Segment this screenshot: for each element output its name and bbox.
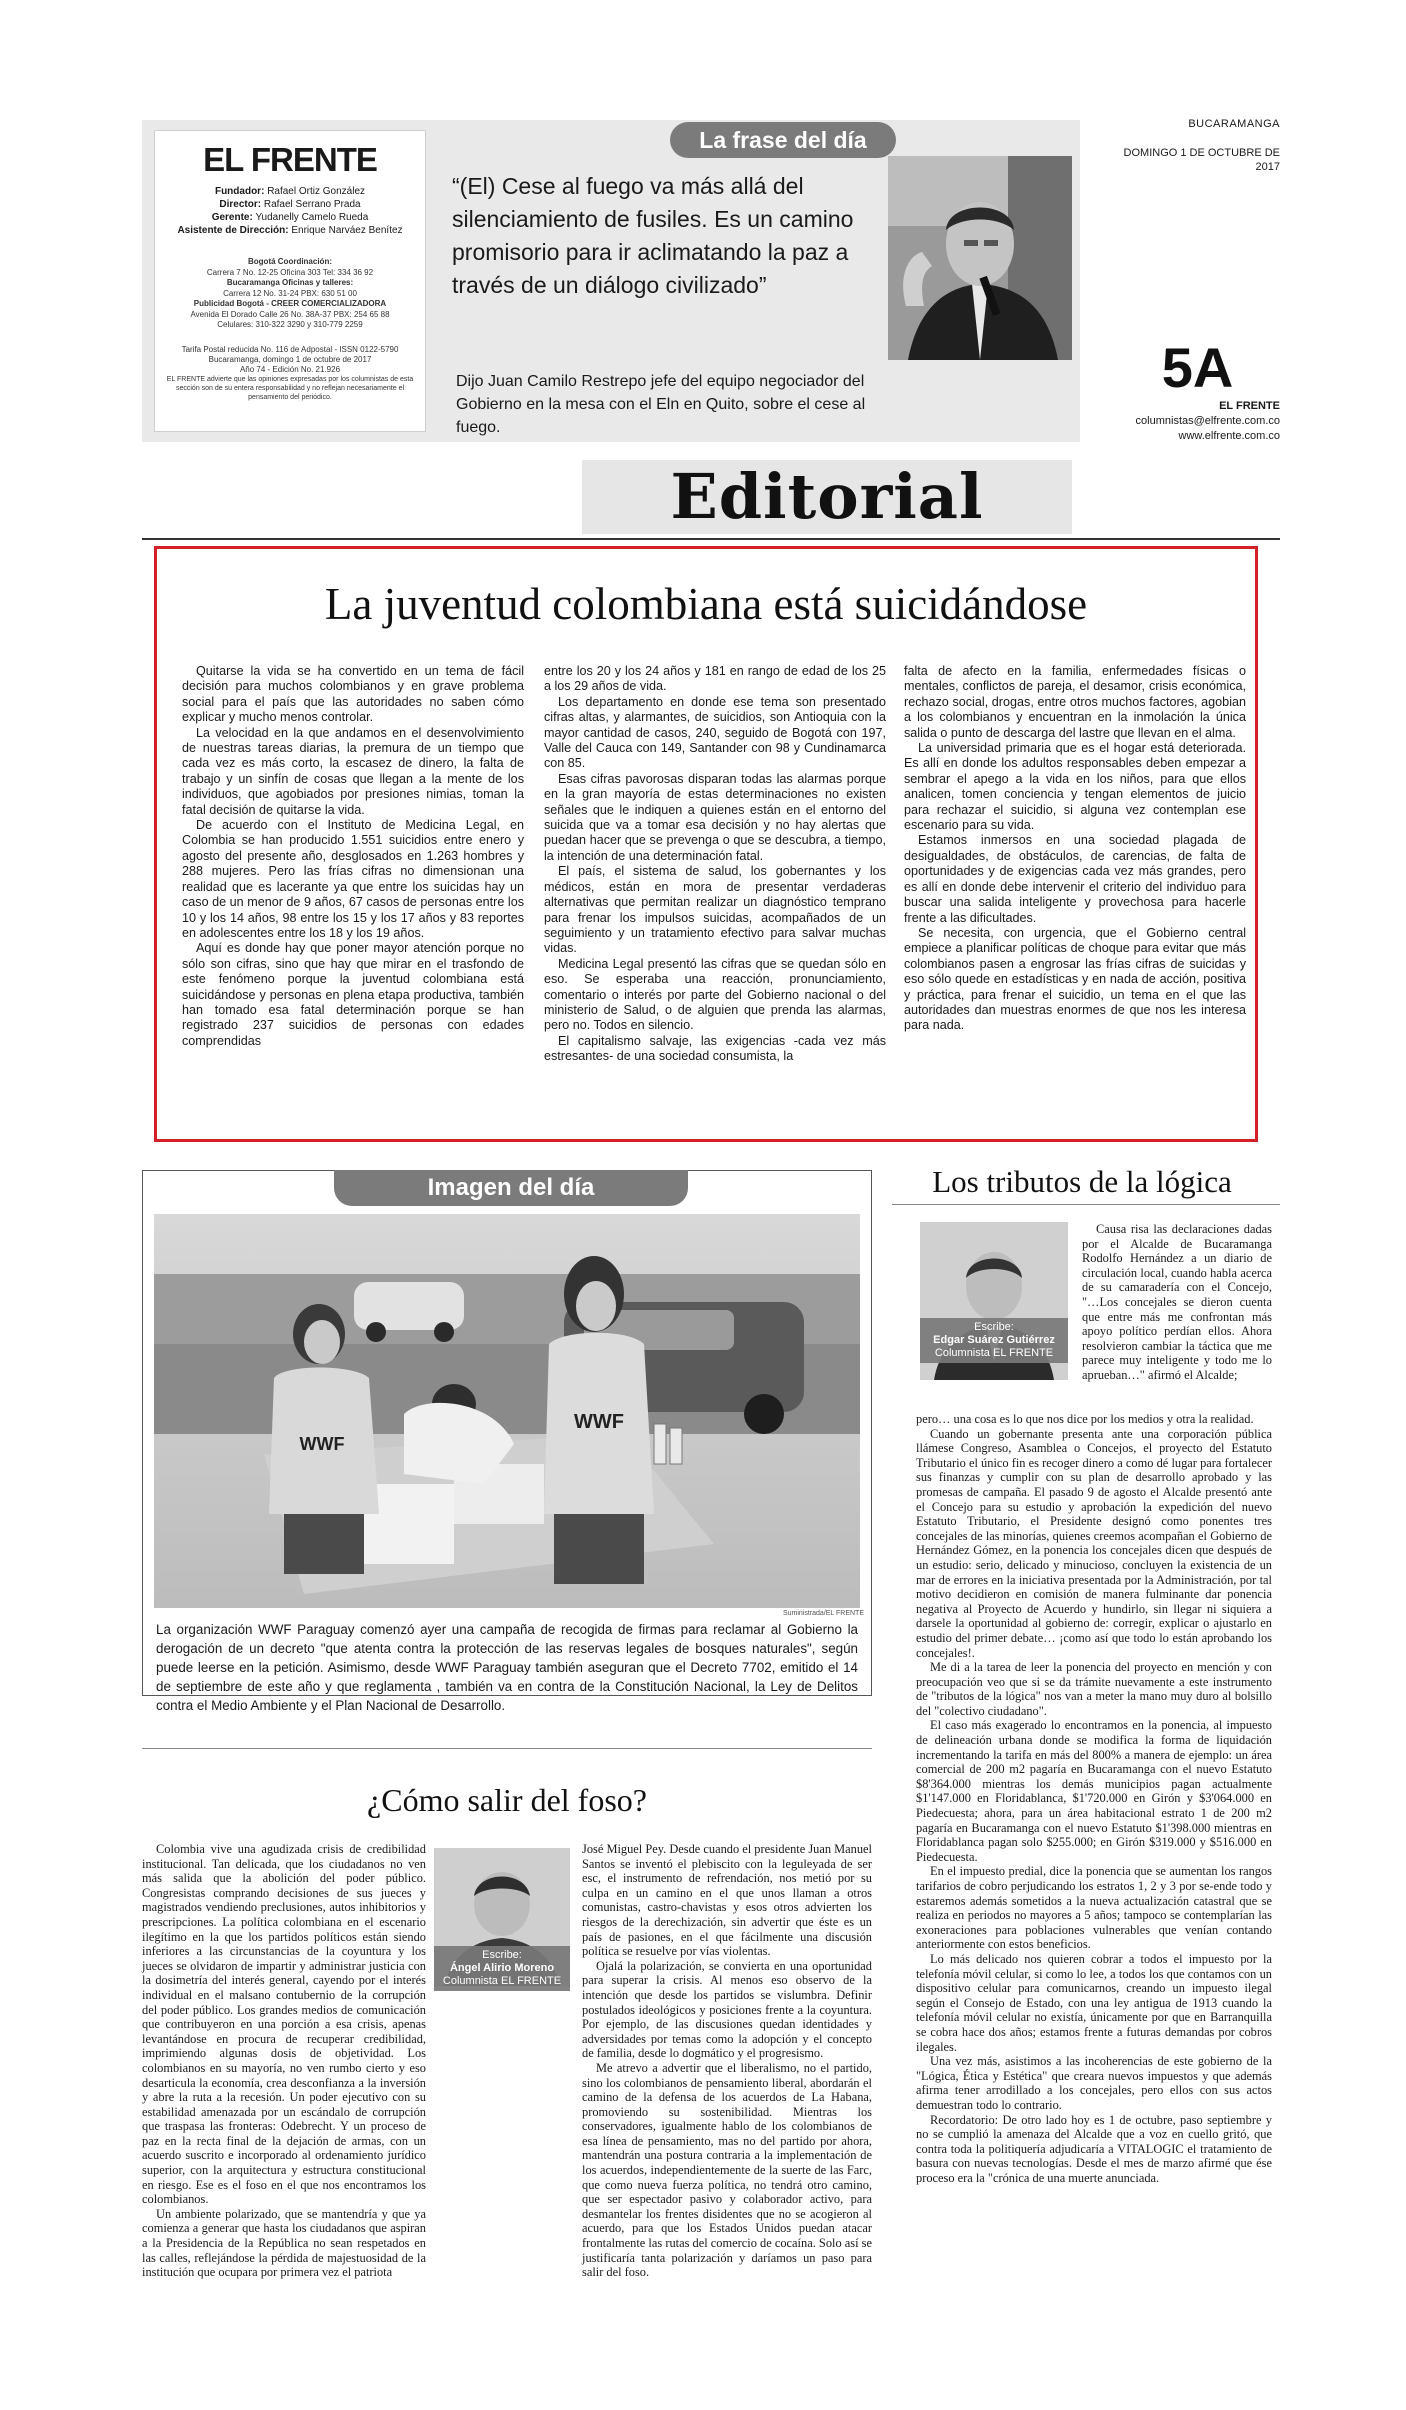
paragraph: pero… una cosa es lo que nos dice por los medios y otra la realidad. [916, 1412, 1254, 1426]
paragraph: Aquí es donde hay que poner mayor atención porque no sólo son cifras, sino que hay que mirar en el trasfondo de este fenómeno porque la juventud colombiana está suicidándose y personas en plena etapa productiva, también han tomado esa fatal determinación porque se han registrado 237 suicidios de personas con edades comprendidas [182, 941, 524, 1048]
quote-text: “(El) Cese al fuego va más allá del silenciamiento de fusiles. Es un camino promisorio para ir aclimatando la paz a través de un diálogo civilizado” [452, 173, 854, 298]
paragraph: Me di a la tarea de leer la ponencia del proyecto en mención y con preocupación veo que si se da trámite nuevamente a este instrumento de "tributos de la lógica" nos van a meter la mano muy duro al bolsillo del "colectivo ciudadano". [916, 1660, 1272, 1718]
author-label: Escribe: Edgar Suárez Gutiérrez Columnista EL FRENTE [920, 1318, 1068, 1363]
issue-date: DOMINGO 1 DE OCTUBRE DE 2017 [1123, 147, 1280, 173]
paragraph: En el impuesto predial, dice la ponencia que se aumentan los rangos tarifarios de cobro perjudicando los estratos 1, 2 y 3 por se-ende todo y estaremos además sometidos a la nueva actualización catastral que se realiza en periodos no mayores a 5 años; tampoco se contemplarían las exoneraciones para poblaciones vulnerables que venían contando anteriormente con estos beneficios. [916, 1864, 1272, 1952]
photo-credit: Suministrada/EL FRENTE [782, 1610, 864, 1617]
paragraph: Recordatorio: De otro lado hoy es 1 de octubre, paso septiembre y no se cumplió la amenaza del Alcalde que a voz en cuello gritó, que contra toda la politiquería adjudicaría a VITALOGIC el tratamiento de basura con nuevas tecnologías. Desde el mes de marzo afirmé que ése proceso era la "crónica de una muerte anunciada. [916, 2112, 1272, 2185]
editorial-column-2 [544, 664, 886, 1065]
paragraph: La velocidad en la que andamos en el desenvolvimiento de nuestras tareas diarias, la premura de un tiempo que cada vez es más corto, la escasez de dinero, la falta de trabajo y un sinfín de cosas que llegan a la mente de los individuos, que agobiados por presiones nimias, toman la fatal decisión de quitarse la vida. [182, 725, 524, 817]
paragraph: El caso más exagerado lo encontramos en la ponencia, al impuesto de delineación urbana donde se modifica la forma de liquidación incrementando la tarifa en más del 800% a manera de ejemplo: un área comercial de 200 m2 pagaría en Bucaramanga con el nuevo Estatuto $8'364.000 mientras los demás municipios pagan actualmente $1'147.000 en Floridablanca, $1'720.000 en Girón y $3'064.000 en Piedecuesta; ahora, para un área habitacional estrato 1 de 200 m2 pagaría en Bucaramanga con el nuevo Estatuto $1'398.000 mientras en Floridablanca pagan solo $255.000; en Girón $319.000 y $516.000 en Piedecuesta. [916, 1718, 1272, 1864]
paragraph: Los departamento en donde ese tema son presentado cifras altas, y alarmantes, de suicidios, son Antioquia con la mayor cantidad de casos, 240, seguido de Bogotá con 197, Valle del Cauca con 149, Santander con 98 y Cundinamarca con 85. [544, 694, 886, 771]
newspaper-info-box [154, 130, 426, 432]
paragraph: La universidad primaria que es el hogar está deteriorada. Es allí en donde los adultos responsables deben empezar a sembrar el apego a la vida en los niños, para que ellos analicen, tomen conciencia y tengan elementos de juicio para rechazar el suicidio, si alguna vez contemplan ese escenario para su vida. [904, 741, 1246, 833]
column-divider [142, 1748, 872, 1749]
paragraph: De acuerdo con el Instituto de Medicina Legal, en Colombia se han producido 1.551 suicidios entre enero y agosto del presente año, desglosados en 1.263 hombres y 288 mujeres. Pero las frías cifras no dimensionan una realidad que es lacerante ya que entre los suicidas hay un caso de un menor de 9 años, 67 casos de personas entre los 10 y los 14 años, 98 entre los 15 y los 17 años y 83 reportes en adolescentes entre los 18 y los 19 años. [182, 818, 524, 940]
foso-title: ¿Cómo salir del foso? [367, 1782, 647, 1818]
staff-line: Fundador: Rafael Ortiz González [214, 186, 366, 197]
fine-print: Tarifa Postal reducida No. 116 de Adpostal - ISSN 0122-5790 Bucaramanga, domingo 1 de octubre de 2017 Año 74 - Edición No. 21.926 EL FRENTE advierte que las opiniones expresadas por los columnistas de esta sección son de su entera responsabilidad y no reflejan necesariamente el pensamiento del periódico. [166, 344, 414, 401]
section-title: Editorial [582, 460, 1072, 534]
staff-line: Asistente de Dirección: Enrique Narváez Benítez [177, 225, 403, 236]
paragraph: falta de afecto en la familia, enfermedades físicas o mentales, conflictos de pareja, el desamor, crisis económica, rechazo social, drogas, entre otros muchos factores, agobian a los colombianos y encuentran en la inmolación la única salida o punto de descarga del lastre que llevan en el alma. [904, 664, 1246, 740]
paragraph: Ojalá la polarización, se convierta en una oportunidad para superar la crisis. Al menos eso observo de la intención que desde los partidos se vislumbra. Definir postulados ideológicos y posiciones frente a la coyuntura. Por ejemplo, de las discusiones quedan identidades y adversidades por temas como la adopción y el concepto de familia, desde lo dogmático y el progresismo. [582, 1958, 872, 2061]
author-label: Escribe: Ángel Alirio Moreno Columnista EL FRENTE [434, 1946, 570, 1991]
photo-caption: La organización WWF Paraguay comenzó ayer una campaña de recogida de firmas para reclamar al Gobierno la derogación de un decreto "que atenta contra la protección de las reservas legales de bosques naturales", según puede leerse en la petición. Asimismo, desde WWF Paraguay también aseguran que el Decreto 7702, emitido el 14 de septiembre de este año y que reglamenta , también va en contra de la Constitución Nacional, la Ley de Delitos contra el Medio Ambiente y el Plan Nacional de Desarrollo. [156, 1622, 858, 1713]
paragraph: El capitalismo salvaje, las exigencias -cada vez más estresantes- de una sociedad consumista, la [544, 1033, 886, 1064]
foso-column-1 [142, 1842, 426, 2280]
paragraph: Quitarse la vida se ha convertido en un tema de fácil decisión para muchos colombianos y en grave problema social para el país que las autoridades no saben cómo explicar y mucho menos controlar. [182, 664, 524, 725]
paragraph: Una vez más, asistimos a las incoherencias de este gobierno de la "Lógica, Ética y Estética" que creara nuevos impuestos y que además afirma tener arrodillado a los concejales, pero ellos con sus actos demuestran todo lo contrario. [916, 2054, 1272, 2112]
paragraph: Estamos inmersos en una sociedad plagada de desigualdades, de obstáculos, de carencias, de falta de oportunidades y de exigencias cada vez más grandes, pero es allí en donde debe intervenir el criterio del individuo para buscar una salida inteligente y provechosa para hacerle frente a las dificultades. [904, 833, 1246, 925]
column-divider [892, 1204, 1280, 1205]
paragraph: Se necesita, con urgencia, que el Gobierno central empiece a planificar políticas de choque para evitar que más colombianos pasen a engrosar las frías cifras de suicidas y eso sólo quede en estadísticas y en nada de acción, positiva y práctica, para frenar el suicidio, un tema en el que las autoridades dan muestras enormes de que nos les interesa para nada. [904, 925, 1246, 1033]
staff-line: Director: Rafael Serrano Prada [219, 199, 361, 210]
paragraph: Colombia vive una agudizada crisis de credibilidad institucional. Tan delicada, que los ciudadanos no ven más salida que la abolición del poder público. Congresistas comprando decisiones de sus jueces y magistrados vendiendo preclusiones, autos inhibitorios y prescripciones. La política colombiana en el escenario ilegítimo en la que los partidos políticos están siendo inferiores a las circunstancias de la coyuntura y los jueces se olvidaron de impartir y administrar justicia con la dosimetría del interés general, cayendo por el interés individual en el malsano contubernio de la corrupción del poder público. Los grandes medios de comunicación que contribuyeron en una porción a esa crisis, apenas levantándose en procura de recuperar credibilidad, imprimiendo algunas dosis de objetividad. Los colombianos en su mayoría, no ven rumbo cierto y eso desarticula la economía, crea desconfianza a la inversión y abre la ruta a la recesión. Un poder ejecutivo con su estabilidad amenazada por un escándalo de corrupción que traspasa las fronteras: Odebrecht. Y un proceso de paz en la recta final de la dejación de armas, con un acuerdo suscrito e incorporado al ordenamiento jurídico superior, con la arquitectura y estructura constitucional en riesgo. Ese es el foso en el que nos encontramos los colombianos. [142, 1842, 426, 2207]
newspaper-logo: EL FRENTE [203, 141, 377, 178]
paragraph: Cuando un gobernante presenta ante una corporación pública llámese Congreso, Asamblea o Concejos, el proyecto del Estatuto Tributario el único fin es recoger dinero a como dé lugar para fortalecer sus finanzas y cumplir con su plan de desarrollo aprobado y las promesas de campaña. El pasado 9 de agosto el Alcalde presentó ante el Concejo para su estudio y aprobación la expedición del nuevo Estatuto Tributario, el Presidente designó como ponentes tres concejales de las minorías, quienes creemos acompañan el Gobierno de Hernández Gómez, en la ponencia los concejales dicen que después de un estudio: serio, delicado y minucioso, concluyen la existencia de un mar de errores en la iniciativa presentada por la Administración, por tal motivo decidieron en comisión de manera fulminante dar ponencia negativa al Proyecto de Acuerdo y hundirlo, sin llegar ni siquiera a darsele la oportunidad al gobierno de: corregir, explicar o ajustarlo en estudio del primer debate… ¡como así que todo lo están aprobando los concejales!. [916, 1426, 1272, 1660]
paragraph: Esas cifras pavorosas disparan todas las alarmas porque en la gran mayoría de estas determinaciones no existen señales que le indiquen a quienes están en el entorno del suicida que va a tomar esa decisión y no hay alertas que puedan hacer que se prevenga o que se descubra, a tiempo, la intención de una determinación fatal. [544, 771, 886, 863]
paragraph: Me atrevo a advertir que el liberalismo, no el partido, sino los colombianos de pensamiento liberal, abordarán el camino de la defensa de los acuerdos de La Habana, promoviendo su sostenibilidad. Mientras los conservadores, igualmente hablo de los colombianos de esa línea de pensamiento, mas no del partido por ahora, mantendrán una postura contraria a la implementación de los acuerdos, independientemente de la suerte de las Farc, que como nueva fuerza política, no tendrá otro camino, que ser espectador pasivo y colaborador activo, para desmantelar los frentes disidentes que no se acogieron al acuerdo, para que los Estados Unidos puedan atacar frontalmente las rutas del comercio de cocaína. Solo así se justificaría tanta polarización y daríamos un paso para salir del foso. [582, 2060, 872, 2280]
paragraph: Medicina Legal presentó las cifras que se quedan sólo en eso. Se esperaba una reacción, pronunciamiento, comentario o interés por parte del Gobierno nacional o del ministerio de Salud, o de alguien que prenda las alarmas, pero no. Todos en silencio. [544, 956, 886, 1033]
staff-list [155, 185, 425, 237]
paragraph: entre los 20 y los 24 años y 181 en rango de edad de los 25 a los 29 años de vida. [544, 664, 886, 694]
quote-attribution: Dijo Juan Camilo Restrepo jefe del equipo negociador del Gobierno en la mesa con el Eln en Quito, sobre el cese al fuego. [456, 373, 866, 436]
tributos-intro [1082, 1222, 1272, 1383]
speaker-photo [888, 156, 1072, 360]
shirt-text: WWF [299, 1434, 345, 1454]
editorial-column-3 [904, 664, 1246, 1034]
image-of-day-tab: Imagen del día [334, 1170, 688, 1206]
section-divider [142, 538, 1280, 540]
phrase-of-day-tab: La frase del día [670, 122, 896, 158]
office-addresses: Bogotá Coordinación: Carrera 7 No. 12-25 Oficina 303 Tel: 334 36 92 Bucaramanga Oficinas y talleres: Carrera 12 No. 31-24 PBX: 630 51 00 Publicidad Bogotá - CREER COMERCIALIZADORA Avenida El Dorado Calle 26 No. 38A-37 PBX: 254 65 88 Celulares: 310-322 3290 y 310-779 2259 [190, 257, 390, 329]
page-number: 5A [1161, 336, 1234, 399]
email-link[interactable]: columnistas@elfrente.com.co [1135, 415, 1280, 427]
tributos-body [916, 1412, 1272, 2185]
shirt-text: WWF [574, 1411, 624, 1433]
paragraph: José Miguel Pey. Desde cuando el presidente Juan Manuel Santos se inventó el plebiscito con la leguleyada de ser esc, el instrumento de refrendación, nos metió por su culpa en un camino en el que unos llaman a otros comunistas, castro-chavistas y esos otros advierten los riesgos de la derechización, sin advertir que éste es un país de pasiones, en el que fácilmente una discusión política se resuelve por vías violentas. [582, 1842, 872, 1959]
editorial-column-1 [182, 664, 524, 1049]
tributos-title: Los tributos de la lógica [932, 1164, 1232, 1199]
contact-block [1080, 414, 1280, 444]
staff-line: Gerente: Yudanelly Camelo Rueda [211, 212, 369, 223]
paragraph: Un ambiente polarizado, que se mantendría y que ya comienza a generar que hasta los ciudadanos que aspiran a la Presidencia de la República no sean respetados en las calles, reflejándose la pérdida de majestuosidad de la institución que ocupara por primera vez el patriota [142, 2206, 426, 2280]
editorial-title: La juventud colombiana está suicidándose [324, 579, 1088, 629]
foso-column-3 [582, 1842, 872, 2280]
wwf-campaign-photo [154, 1214, 860, 1608]
paragraph: El país, el sistema de salud, los gobernantes y los médicos, están en mora de presentar verdaderas alternativas que permitan realizar un diagnóstico temprano para frenar los impulsos suicidas, acompañados de un seguimiento y un tratamiento efectivo para salvar muchas vidas. [544, 864, 886, 956]
page-paper-name: EL FRENTE [1219, 400, 1280, 412]
website-link[interactable]: www.elfrente.com.co [1178, 430, 1280, 442]
paragraph: Lo más delicado nos quieren cobrar a todos el impuesto por la telefonía móvil celular, si como lo lee, a todos los que contamos con un dispositivo celular para comunicarnos, creando un impuesto ilegal según el Consejo de Estado, con una ley antigua de 1913 cuando la telefonía móvil celular no existía, únicamente por que en Barranquilla se cobra hace dos años; estamos frente a futuras demandas por cobros ilegales. [916, 1951, 1272, 2054]
paragraph: Causa risa las declaraciones dadas por el Alcalde de Bucaramanga Rodolfo Hernández a un diario de circulación local, cuando habla acerca de su camaradería con el Concejo, "…Los concejales se dieron cuenta que entre más me confrontan más apoyo político perdían ellos. Ahora resolvieron cambiar la táctica que me parece muy inteligente y todo me lo aprueban…" afirmó el Alcalde; [1082, 1222, 1272, 1382]
city-label: BUCARAMANGA [1188, 118, 1280, 130]
